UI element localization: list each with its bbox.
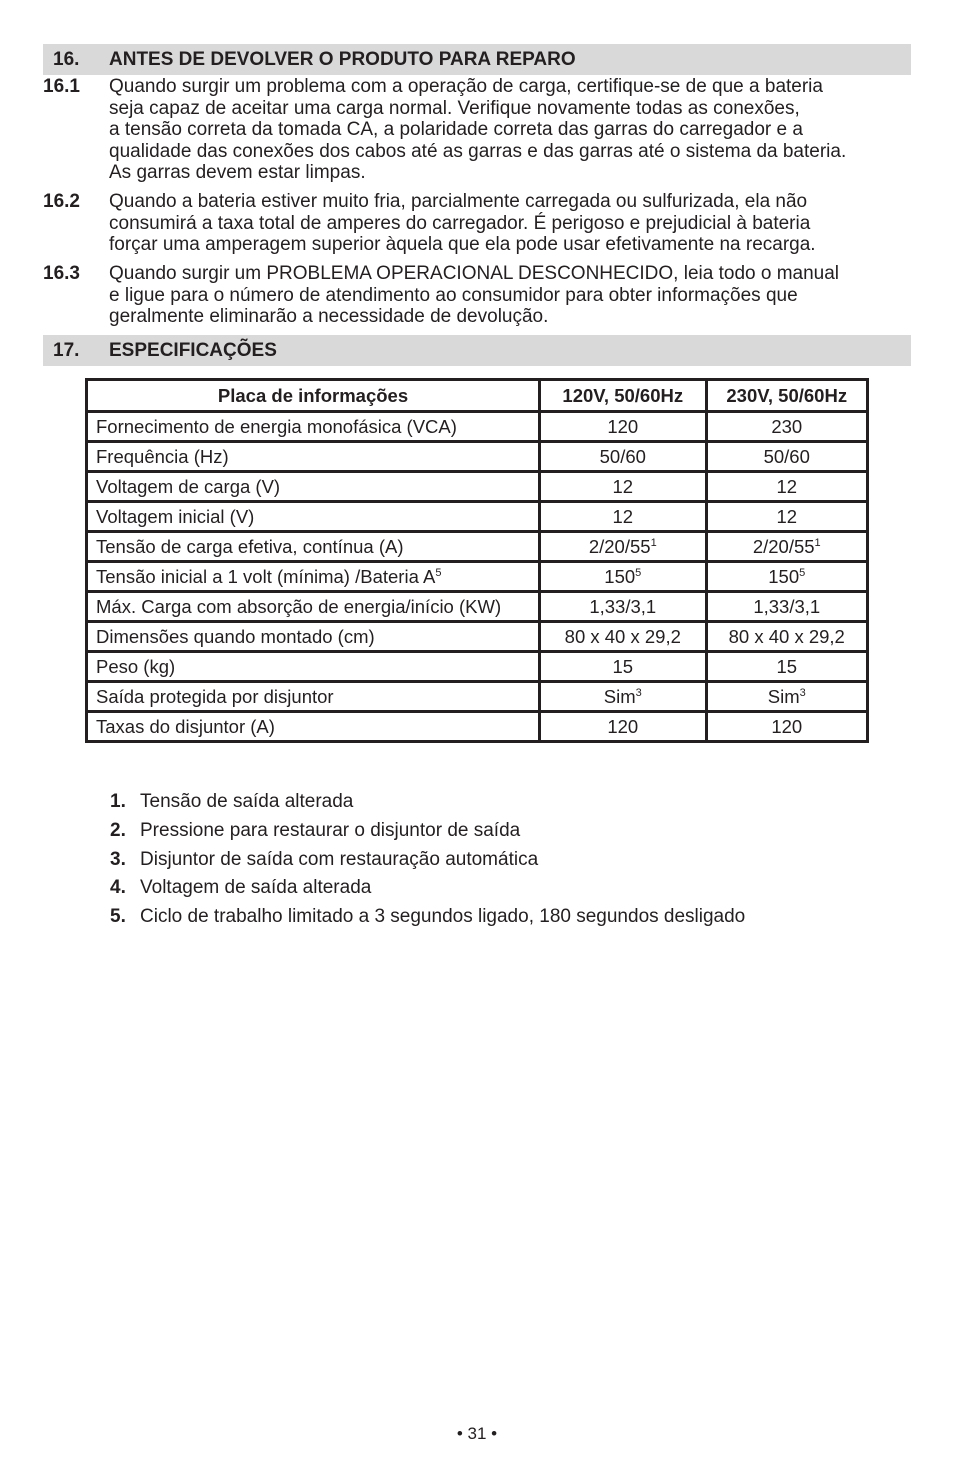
paragraph-text: [109, 263, 909, 328]
specifications-table: [85, 378, 869, 743]
table-row: [87, 412, 868, 442]
value-cell: [540, 622, 706, 652]
text-line: Quando surgir um PROBLEMA OPERACIONAL DESCONHECIDO, leia todo o manual: [109, 263, 840, 284]
footnote-text: Disjuntor de saída com restauração automática: [140, 848, 539, 870]
row-label-cell: [87, 622, 540, 652]
list-item: [110, 876, 745, 905]
cell-text: 15: [612, 655, 634, 677]
cell-text: 150: [768, 565, 800, 587]
section-16-header: [43, 44, 911, 75]
cell-text: 80 x 40 x 29,2: [728, 625, 845, 647]
column-header: 120V, 50/60Hz: [540, 380, 706, 412]
table-header-row: [87, 380, 868, 412]
footnote-reference: 5: [435, 566, 442, 579]
list-item: [110, 848, 745, 877]
footnote-number: 3.: [110, 848, 126, 870]
cell-text: 12: [612, 475, 634, 497]
row-label-cell: [87, 502, 540, 532]
list-item: [110, 790, 745, 819]
cell-text: Máx. Carga com absorção de energia/início (KW): [96, 595, 502, 617]
cell-text: Voltagem inicial (V): [96, 505, 255, 527]
footnotes-list: [110, 790, 745, 934]
footnote-number: 5.: [110, 906, 126, 928]
row-label-cell: [87, 412, 540, 442]
table-row: [87, 712, 868, 742]
cell-text: 2/20/55: [752, 535, 815, 557]
table-row: [87, 532, 868, 562]
cell-text: Saída protegida por disjuntor: [96, 685, 334, 707]
paragraph-16-2: [43, 191, 911, 256]
cell-text: 120: [771, 715, 803, 737]
table-row: [87, 502, 868, 532]
paragraph-text: [109, 191, 909, 256]
footnote-reference: 5: [799, 566, 806, 579]
cell-text: 2/20/55: [588, 535, 651, 557]
row-label-cell: [87, 712, 540, 742]
cell-text: 15: [776, 655, 798, 677]
row-label-cell: [87, 652, 540, 682]
footnote-reference: 3: [799, 686, 806, 699]
value-cell: [706, 412, 868, 442]
value-cell: [706, 592, 868, 622]
cell-text: 50/60: [763, 445, 810, 467]
cell-text: Peso (kg): [96, 655, 176, 677]
cell-text: Tensão inicial a 1 volt (mínima) /Bateria A: [96, 565, 436, 587]
text-line: a tensão correta da tomada CA, a polaridade correta das garras do carregador e a: [109, 119, 803, 140]
text-line: Quando a bateria estiver muito fria, parcialmente carregada ou sulfurizada, ela não: [109, 191, 808, 212]
footnote-reference: 1: [650, 536, 657, 549]
cell-text: Frequência (Hz): [96, 445, 229, 467]
cell-text: Taxas do disjuntor (A): [96, 715, 275, 737]
text-line: Quando surgir um problema com a operação de carga, certifique-se de que a bateria: [109, 76, 823, 97]
row-label-cell: [87, 592, 540, 622]
text-line: As garras devem estar limpas.: [109, 162, 366, 183]
cell-text: Sim: [603, 685, 636, 707]
value-cell: [540, 682, 706, 712]
footnote-text: Pressione para restaurar o disjuntor de saída: [140, 819, 521, 841]
footnote-text: Tensão de saída alterada: [140, 791, 354, 812]
value-cell: [540, 592, 706, 622]
value-cell: [706, 712, 868, 742]
column-header: Placa de informações: [87, 380, 540, 412]
paragraph-number: 16.3: [43, 263, 80, 284]
text-line: qualidade das conexões dos cabos até as garras e das garras até o sistema da bateria.: [109, 140, 847, 162]
text-line: seja capaz de aceitar uma carga normal. Verifique novamente todas as conexões,: [109, 97, 800, 119]
column-header: 230V, 50/60Hz: [706, 380, 868, 412]
text-line: e ligue para o número de atendimento ao consumidor para obter informações que: [109, 284, 798, 306]
text-line: forçar uma amperagem superior àquela que ela pode usar efetivamente na recarga.: [109, 234, 816, 255]
cell-text: 120: [607, 415, 639, 437]
row-label-cell: [87, 442, 540, 472]
footnote-reference: 1: [814, 536, 821, 549]
table-body: [87, 412, 868, 742]
footnote-text: Ciclo de trabalho limitado a 3 segundos ligado, 180 segundos desligado: [140, 906, 746, 928]
value-cell: [706, 532, 868, 562]
cell-text: 12: [776, 505, 798, 527]
cell-text: Sim: [767, 685, 800, 707]
value-cell: [540, 442, 706, 472]
value-cell: [540, 472, 706, 502]
row-label-cell: [87, 682, 540, 712]
paragraph-16-3: [43, 263, 911, 328]
table-row: [87, 592, 868, 622]
table-row: [87, 682, 868, 712]
value-cell: [540, 712, 706, 742]
cell-text: 150: [604, 565, 636, 587]
cell-text: Voltagem de carga (V): [96, 475, 281, 497]
paragraph-number: 16.1: [43, 76, 80, 97]
table-row: [87, 442, 868, 472]
value-cell: [706, 622, 868, 652]
section-number: 17.: [53, 340, 80, 361]
value-cell: [706, 562, 868, 592]
section-title: ANTES DE DEVOLVER O PRODUTO PARA REPARO: [109, 49, 576, 70]
footnote-reference: 5: [635, 566, 642, 579]
cell-text: 1,33/3,1: [753, 595, 821, 617]
footnote-number: 1.: [110, 791, 126, 812]
cell-text: 230: [771, 415, 803, 437]
value-cell: [540, 652, 706, 682]
paragraph-16-1: [43, 76, 911, 184]
value-cell: [706, 442, 868, 472]
value-cell: [706, 502, 868, 532]
cell-text: 50/60: [599, 445, 646, 467]
list-item: [110, 819, 745, 848]
cell-text: 12: [776, 475, 798, 497]
table-row: [87, 472, 868, 502]
cell-text: 1,33/3,1: [589, 595, 657, 617]
cell-text: Dimensões quando montado (cm): [96, 625, 375, 647]
cell-text: 80 x 40 x 29,2: [564, 625, 681, 647]
value-cell: [540, 562, 706, 592]
cell-text: Tensão de carga efetiva, contínua (A): [96, 535, 404, 557]
text-line: consumirá a taxa total de amperes do carregador. É perigoso e prejudicial à bateria: [109, 212, 811, 234]
cell-text: 120: [607, 715, 639, 737]
value-cell: [706, 472, 868, 502]
page-number: • 31 •: [456, 1424, 498, 1443]
footnote-reference: 3: [635, 686, 642, 699]
footnote-number: 2.: [110, 819, 126, 841]
table-row: [87, 652, 868, 682]
section-17-header: [43, 335, 911, 366]
section-title: ESPECIFICAÇÕES: [109, 340, 277, 361]
row-label-cell: [87, 532, 540, 562]
value-cell: [706, 682, 868, 712]
text-line: geralmente eliminarão a necessidade de devolução.: [109, 306, 549, 327]
value-cell: [540, 412, 706, 442]
row-label-cell: [87, 562, 540, 592]
table-row: [87, 622, 868, 652]
row-label-cell: [87, 472, 540, 502]
section-number: 16.: [53, 49, 80, 70]
cell-text: 12: [612, 505, 634, 527]
value-cell: [706, 652, 868, 682]
table-row: [87, 562, 868, 592]
paragraph-number: 16.2: [43, 191, 80, 212]
paragraph-text: [109, 76, 909, 184]
list-item: [110, 905, 745, 934]
footnote-number: 4.: [110, 877, 126, 899]
cell-text: Fornecimento de energia monofásica (VCA): [96, 415, 457, 437]
value-cell: [540, 532, 706, 562]
value-cell: [540, 502, 706, 532]
footnote-text: Voltagem de saída alterada: [140, 877, 372, 899]
